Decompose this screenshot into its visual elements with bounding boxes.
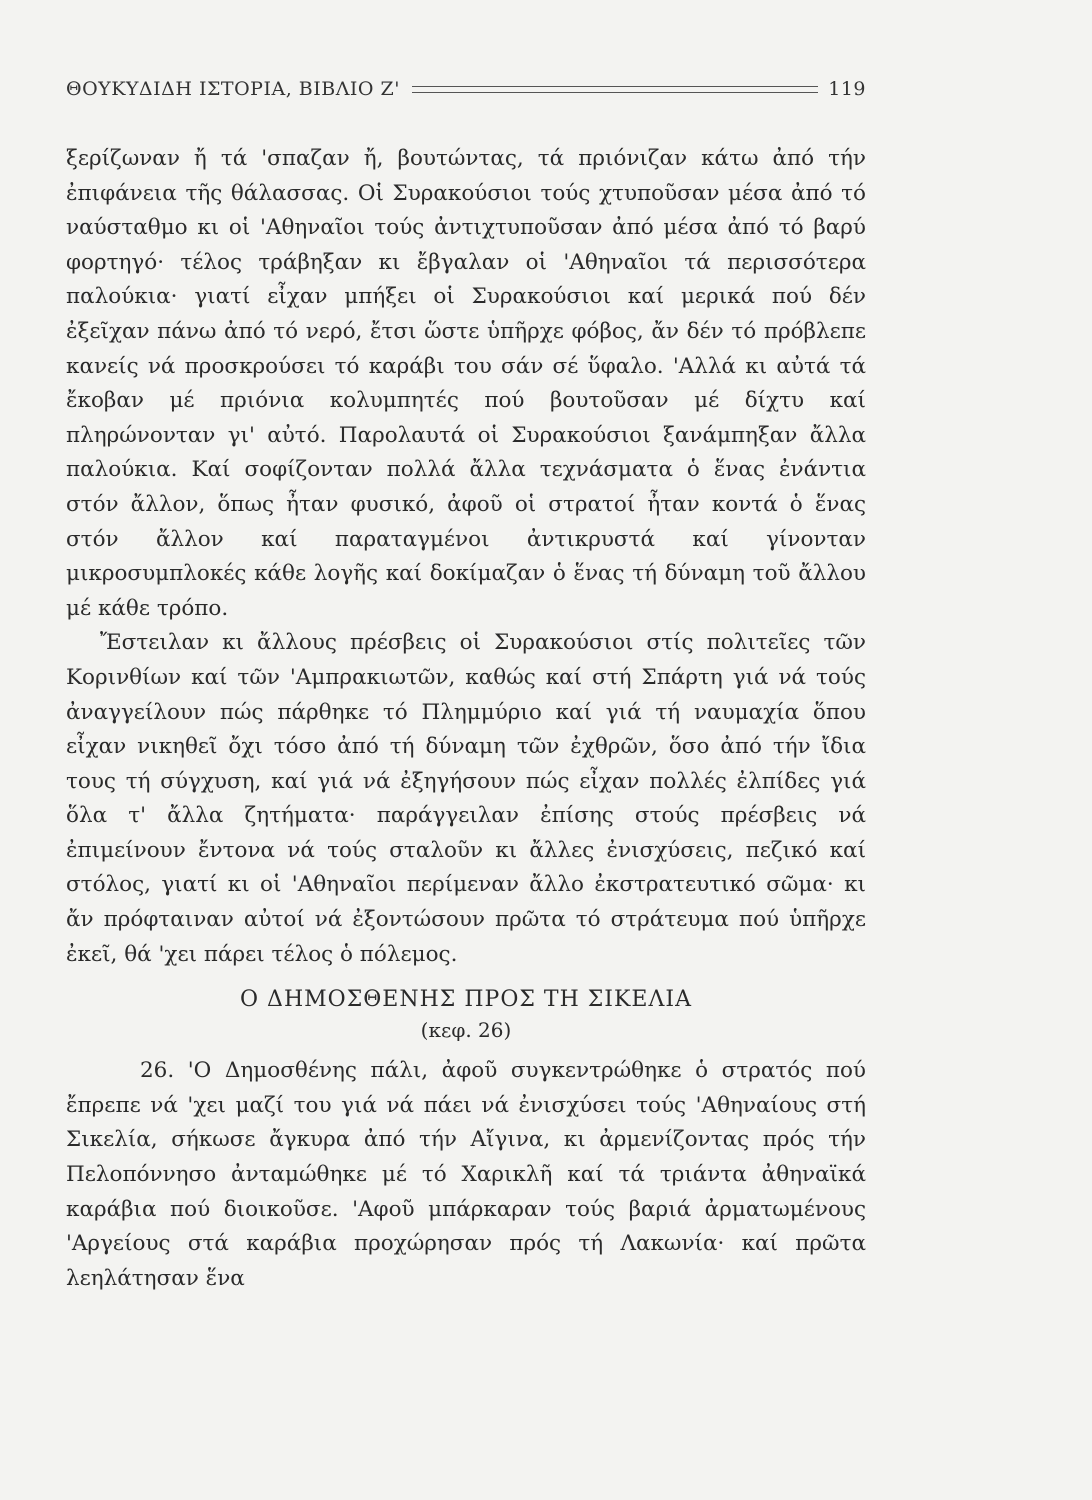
- body-text: [66, 142, 866, 1296]
- page-number: 119: [828, 78, 866, 100]
- chapter-paragraph: 26. 'Ο Δημοσθένης πάλι, ἀφοῦ συγκεντρώθηκε ὁ στρατός πού ἔπρεπε νά 'χει μαζί του γιά νά πάει νά ἐνισχύσει τούς 'Αθηναίους στή Σικελία, σήκωσε ἄγκυρα ἀπό τήν Αἴγινα, κι ἀρμενίζοντας πρός τήν Πελοπόννησο ἀνταμώθηκε μέ τό Χαρικλῆ καί τά τριάντα ἀθηναϊκά καράβια πού διοικοῦσε. 'Αφοῦ μπάρκαραν τούς βαριά ἀρματωμένους 'Αργείους στά καράβια προχώρησαν πρός τή Λακωνία· καί πρῶτα λεηλάτησαν ἕνα: [66, 1058, 866, 1291]
- paragraph: Ἔστειλαν κι ἄλλους πρέσβεις οἱ Συρακούσιοι στίς πολιτεῖες τῶν Κορινθίων καί τῶν 'Αμπρακιωτῶν, καθώς καί στή Σπάρτη γιά νά τούς ἀναγγείλουν πώς πάρθηκε τό Πλημμύριο καί γιά τή ναυμαχία ὅπου εἶχαν νικηθεῖ ὄχι τόσο ἀπό τή δύναμη τῶν ἐχθρῶν, ὅσο ἀπό τήν ἴδια τους τή σύγχυση, καί γιά νά ἐξηγήσουν πώς εἶχαν πολλές ἐλπίδες γιά ὅλα τ' ἄλλα ζητήματα· παράγγειλαν ἐπίσης στούς πρέσβεις νά ἐπιμείνουν ἔντονα νά τούς σταλοῦν κι ἄλλες ἐνισχύσεις, πεζικό καί στόλος, γιατί κι οἱ 'Αθηναῖοι περίμεναν ἄλλο ἐκστρατευτικό σῶμα· κι ἄν πρόφταιναν αὐτοί νά ἐξοντώσουν πρῶτα τό στράτευμα πού ὑπῆρχε ἐκεῖ, θά 'χει πάρει τέλος ὁ πόλεμος.: [66, 630, 866, 967]
- running-title: ΘΟΥΚΥΔΙΔΗ ΙΣΤΟΡΙΑ, ΒΙΒΛΙΟ Ζ': [66, 78, 400, 100]
- paragraph: ξερίζωναν ἤ τά 'σπαζαν ἤ, βουτώντας, τά πριόνιζαν κάτω ἀπό τήν ἐπιφάνεια τῆς θάλασσας. Οἱ Συρακούσιοι τούς χτυποῦσαν μέσα ἀπό τό ναύσταθμο κι οἱ 'Αθηναῖοι τούς ἀντιχτυποῦσαν ἀπό μέσα ἀπό τό βαρύ φορτηγό· τέλος τράβηξαν κι ἔβγαλαν οἱ 'Αθηναῖοι τά περισσότερα παλούκια· γιατί εἶχαν μπήξει οἱ Συρακούσιοι καί μερικά πού δέν ἐξεῖχαν πάνω ἀπό τό νερό, ἔτσι ὥστε ὑπῆρχε φόβος, ἄν δέν τό πρόβλεπε κανείς νά προσκρούσει τό καράβι του σάν σέ ὕφαλο. 'Αλλά κι αὐτά τά ἔκοβαν μέ πριόνια κολυμπητές πού βουτοῦσαν μέ δίχτυ καί πληρώνονταν γι' αὐτό. Παρολαυτά οἱ Συρακούσιοι ξανάμπηξαν ἄλλα παλούκια. Καί σοφίζονταν πολλά ἄλλα τεχνάσματα ὁ ἕνας ἐνάντια στόν ἄλλον, ὅπως ἦταν φυσικό, ἀφοῦ οἱ στρατοί ἦταν κοντά ὁ ἕνας στόν ἄλλον καί παραταγμένοι ἀντικρυστά καί γίνονταν μικροσυμπλοκές κάθε λογῆς καί δοκίμαζαν ὁ ἕνας τή δύναμη τοῦ ἄλλου μέ κάθε τρόπο.: [66, 146, 866, 621]
- header-rule: [412, 86, 818, 93]
- running-header: [66, 72, 866, 106]
- section-subheading: (κεφ. 26): [420, 1018, 512, 1043]
- book-page: [66, 72, 866, 1296]
- section-heading: Ο ΔΗΜΟΣΘΕΝΗΣ ΠΡΟΣ ΤΗ ΣΙΚΕΛΙΑ: [240, 987, 692, 1013]
